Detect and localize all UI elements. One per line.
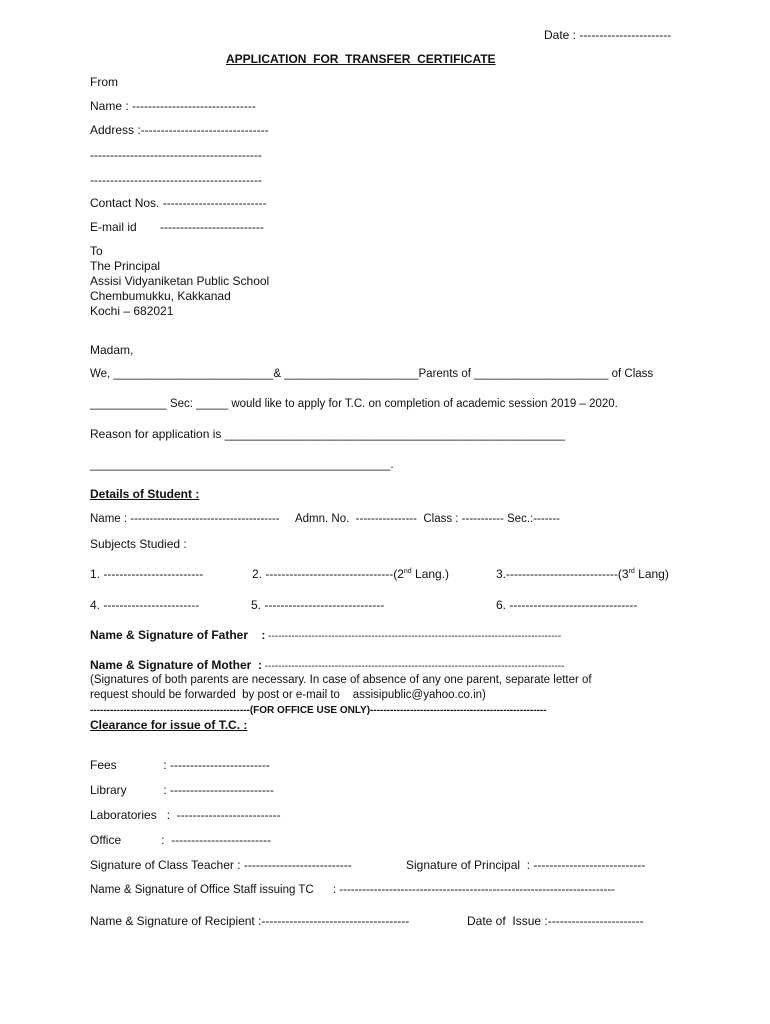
to-label: To <box>90 244 103 258</box>
principal-signature: Signature of Principal : ---------------------------- <box>406 858 646 872</box>
clearance-fees: Fees : ------------------------- <box>90 758 270 772</box>
mother-signature-line: Name & Signature of Mother : ------------------------------------------------------------------------------------------ <box>90 658 565 672</box>
father-signature-line: Name & Signature of Father : ---------------------------------------------------------------------------------------- <box>90 628 562 642</box>
date-of-issue: Date of Issue :------------------------ <box>467 914 644 928</box>
subject-5: 5. ------------------------------ <box>251 598 385 612</box>
subject-6: 6. -------------------------------- <box>496 598 638 612</box>
name-field: Name : ------------------------------- <box>90 99 256 113</box>
subject-1: 1. ------------------------- <box>90 567 204 581</box>
contact-field: Contact Nos. -------------------------- <box>90 196 267 210</box>
note-line-1: (Signatures of both parents are necessary. In case of absence of any one parent, separate letter of <box>90 674 592 686</box>
address-field: Address :-------------------------------- <box>90 123 269 137</box>
body-line-2: ____________ Sec: _____ would like to apply for T.C. on completion of academic session 2019 – 2020. <box>90 398 618 410</box>
office-staff-signature: Name & Signature of Office Staff issuing TC : ------------------------------------------------------------------------ <box>90 884 616 896</box>
clearance-library: Library : -------------------------- <box>90 783 274 797</box>
subject-4: 4. ------------------------ <box>90 598 200 612</box>
body-line-1: We, _________________________& _____________________Parents of _____________________ of Class <box>90 368 654 380</box>
clearance-office: Office : ------------------------- <box>90 833 272 847</box>
details-heading: Details of Student : <box>90 487 200 501</box>
clearance-laboratories: Laboratories : -------------------------- <box>90 808 281 822</box>
office-use-divider: ------------------------------------------------(FOR OFFICE USE ONLY)----------------------------------------------------- <box>90 705 547 716</box>
subjects-label: Subjects Studied : <box>90 537 187 551</box>
recipient-signature: Name & Signature of Recipient :------------------------------------- <box>90 914 410 928</box>
recipient-line: Kochi – 682021 <box>90 304 174 318</box>
class-teacher-signature: Signature of Class Teacher : --------------------------- <box>90 858 352 872</box>
email-field: E-mail id -------------------------- <box>90 220 264 234</box>
recipient-line: The Principal <box>90 259 161 273</box>
from-label: From <box>90 75 118 89</box>
address-line-3: ------------------------------------------- <box>90 173 262 187</box>
recipient-line: Assisi Vidyaniketan Public School <box>90 274 270 288</box>
subject-2: 2. --------------------------------(2nd Lang.) <box>252 567 450 581</box>
address-line-2: ------------------------------------------- <box>90 148 262 162</box>
student-details-line: Name : --------------------------------------- Admn. No. ---------------- Class : ----------- Sec.:------- <box>90 513 561 525</box>
salutation: Madam, <box>90 343 134 357</box>
note-line-2: request should be forwarded by post or e-mail to assisipublic@yahoo.co.in) <box>90 689 486 701</box>
reason-line-2: _____________________________________________. <box>90 457 394 471</box>
recipient-line: Chembumukku, Kakkanad <box>90 289 231 303</box>
reason-line-1: Reason for application is ___________________________________________________ <box>90 427 566 441</box>
subject-3: 3.----------------------------(3rd Lang) <box>496 567 669 581</box>
page-title: APPLICATION FOR TRANSFER CERTIFICATE <box>226 52 496 66</box>
date-field: Date : ----------------------- <box>544 28 672 42</box>
clearance-heading: Clearance for issue of T.C. : <box>90 718 248 732</box>
